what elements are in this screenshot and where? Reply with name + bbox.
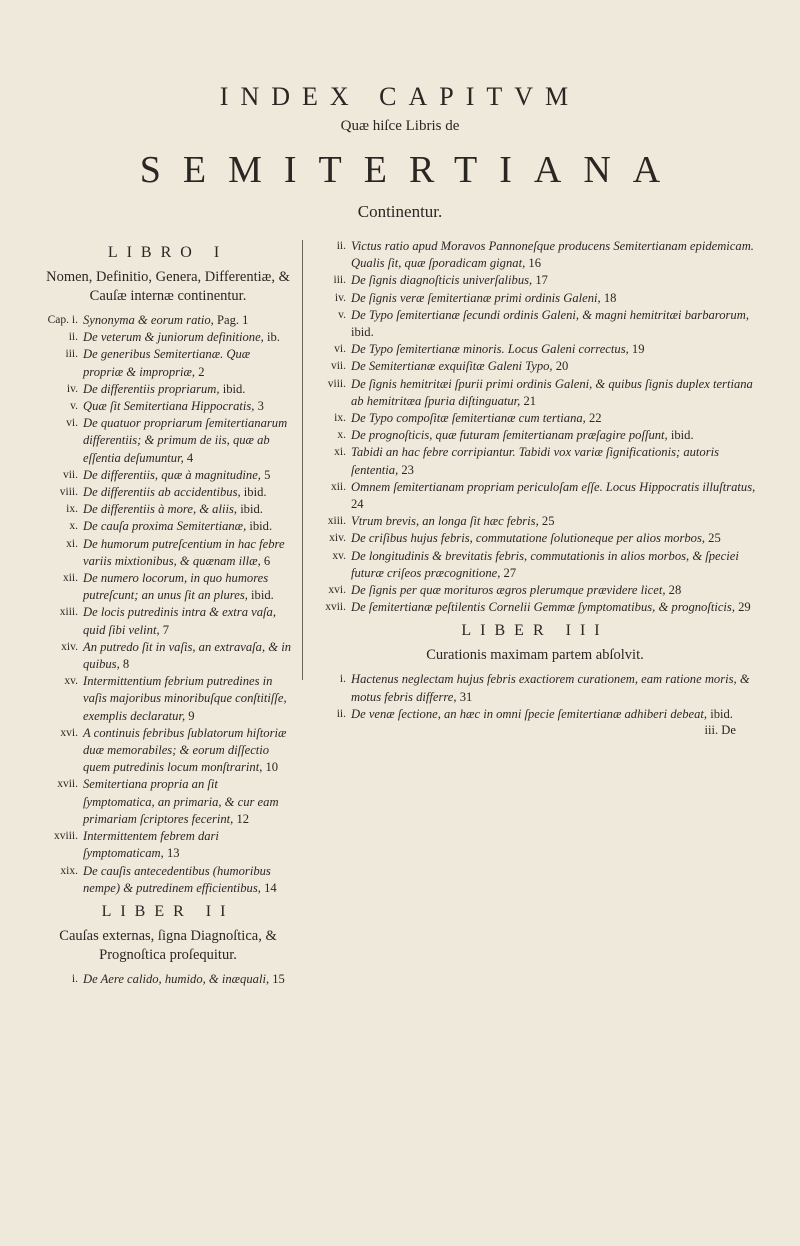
chapter-entry (312, 290, 758, 307)
page-reference: ib. (266, 330, 280, 345)
chapter-title (351, 341, 758, 358)
chapter-text: Omnem ſemitertianam propriam periculoſam eſſe. Locus Hippocratis illuſtratus, (351, 479, 756, 494)
chapter-text: De ſignis veræ ſemitertianæ primi ordinis Galeni, (351, 290, 601, 305)
chapter-number: vi. (66, 417, 78, 430)
chapter-title (83, 570, 292, 604)
chapter-title (83, 863, 292, 897)
chapter-text: Synonyma & eorum ratio, (83, 313, 214, 327)
chapter-entry (312, 530, 758, 547)
chapter-title (83, 484, 292, 501)
chapter-number: x. (337, 429, 346, 442)
chapter-text: De Typo compoſitæ ſemitertianæ cum tertiana, (351, 411, 586, 426)
chapter-text: Tabidi an hac febre corripiantur. Tabidi vox variæ ſignificationis; autoris ſententia, (351, 445, 720, 477)
chapter-number: ii. (336, 707, 346, 720)
chapter-entry (44, 346, 292, 380)
chapter-text: De veterum & juniorum definitione, (83, 330, 264, 345)
chapter-title (351, 427, 758, 444)
chapter-text: De criſibus hujus febris, commutatione ſolutioneque per alios morbos, (351, 531, 706, 546)
index-subtitle: Quæ hiſce Libris de (340, 118, 460, 134)
chapter-title (351, 530, 758, 547)
chapter-number: xiii. (327, 515, 346, 528)
chapter-title (83, 518, 292, 535)
chapter-title (83, 346, 292, 380)
chapter-entry (312, 376, 758, 410)
chapter-title (83, 673, 292, 725)
page-reference: 29 (738, 600, 751, 615)
chapter-title (351, 599, 758, 616)
chapter-number: v. (70, 400, 78, 413)
chapter-entry (44, 329, 292, 346)
chapter-text: De ſignis per quæ morituros ægros plerumque prævidere licet, (351, 583, 666, 598)
chapter-title (351, 444, 758, 478)
chapter-entry (312, 513, 758, 530)
chapter-entry (44, 863, 292, 897)
page-reference: 9 (188, 708, 195, 723)
chapter-entry (312, 479, 758, 513)
chapter-text: De differentiis propriarum, (83, 381, 220, 396)
chapter-number: Cap. i. (47, 314, 78, 326)
chapter-title (83, 776, 292, 828)
left-column (44, 238, 292, 988)
chapter-number: vii. (62, 468, 78, 481)
chapter-text: Quæ ſit Semitertiana Hippocratis, (83, 399, 255, 414)
chapter-number: xii. (330, 480, 346, 493)
chapter-text: De ſemitertianæ peſtilentis Cornelii Gemmæ ſymptomatibus, & prognoſticis, (351, 600, 735, 615)
chapter-text: De ſignis hemitritæi ſpurii primi ordinis Galeni, & quibus ſignis duplex tertiana ab hemitritæa ſpuria diſtinguatur, (351, 376, 753, 408)
page-reference: 15 (272, 971, 285, 986)
chapter-entry (44, 604, 292, 638)
chapter-entry (312, 548, 758, 582)
chapter-number: i. (71, 972, 78, 985)
chapter-text: De differentiis, quæ à magnitudine, (83, 467, 261, 482)
catchword: iii. De (704, 723, 736, 738)
page-reference: 31 (459, 689, 473, 704)
page-reference: ibid. (351, 325, 374, 340)
chapter-text: De venæ ſectione, an hæc in omni ſpecie ſemitertianæ adhiberi debeat, (351, 706, 708, 721)
chapter-title (83, 828, 292, 862)
chapter-title (351, 582, 758, 599)
index-continuation: Continentur. (357, 202, 443, 221)
chapter-entry (44, 501, 292, 518)
chapter-text: Hactenus neglectam hujus febris exactiorem curationem, eam ratione moris, & motus febris differre, (351, 672, 750, 704)
page-reference: 10 (265, 760, 279, 775)
chapter-number: vii. (330, 360, 346, 373)
index-title: INDEX CAPITVM (219, 82, 581, 111)
chapter-number: ii. (68, 331, 78, 344)
chapter-entry (44, 536, 292, 570)
chapter-number: xvii. (57, 778, 78, 791)
page-reference: 16 (528, 256, 541, 271)
chapter-number: xvii. (325, 601, 346, 614)
chapter-number: viii. (327, 377, 346, 390)
chapter-text: De differentiis à more, & aliis, (83, 502, 238, 517)
chapter-entry (44, 312, 292, 329)
chapter-number: xvi. (60, 726, 78, 739)
book-title: LIBER II (101, 902, 235, 920)
chapter-title (83, 381, 292, 398)
chapter-title (83, 415, 292, 467)
page-reference: 20 (555, 359, 569, 374)
chapter-number: xviii. (54, 830, 78, 843)
page-reference: 13 (166, 846, 180, 861)
right-column (312, 238, 758, 738)
chapter-entry (44, 398, 292, 415)
chapter-title (351, 376, 758, 410)
chapter-entry (44, 415, 292, 467)
chapter-entry (44, 971, 292, 988)
chapter-number: xiii. (59, 606, 78, 619)
page-reference: 25 (541, 514, 555, 529)
chapter-text: De Semitertianæ exquiſitæ Galeni Typo, (351, 359, 553, 374)
chapter-title (351, 290, 758, 307)
chapter-entry (312, 706, 758, 723)
page-reference: 19 (631, 342, 645, 357)
page-reference: 24 (351, 497, 364, 512)
chapter-entry (44, 381, 292, 398)
chapter-text: De quatuor propriarum ſemitertianarum differentiis; & primum de iis, quæ ab eſſentia deſumuntur, (83, 416, 288, 465)
page-reference: 3 (257, 399, 264, 414)
chapter-text: De cauſa proxima Semitertianæ, (83, 519, 247, 534)
chapter-text: Semitertiana propria an ſit ſymptomatica, an primaria, & cur eam primariam ſcriptores fecerint, (83, 777, 279, 826)
chapter-text: De humorum putreſcentium in hac febre variis mixtionibus, & quænam illæ, (83, 536, 285, 568)
chapter-number: xix. (60, 864, 78, 877)
page-reference: ibid. (670, 428, 694, 443)
page-reference: ibid. (710, 706, 733, 721)
chapter-number: xv. (64, 675, 78, 688)
chapter-title (351, 358, 758, 375)
chapter-text: De generibus Semitertianæ. Quæ propriæ & impropriæ, (83, 347, 251, 379)
page-reference: 18 (603, 290, 617, 305)
chapter-title (83, 536, 292, 570)
chapter-text: De longitudinis & brevitatis febris, commutationis in alios morbos, & ſpeciei futuræ criſeos præcognitione, (351, 548, 739, 580)
chapter-number: xi. (334, 446, 346, 459)
chapter-text: An putredo ſit in vaſis, an extravaſa, & in quibus, (83, 639, 292, 672)
chapter-entry (312, 427, 758, 444)
chapter-text: De Aere calido, humido, & inæquali, (83, 971, 270, 986)
chapter-entry (312, 444, 758, 478)
book-description: Cauſas externas, ſigna Diagnoſtica, & Prognoſtica proſequitur. (59, 927, 277, 963)
chapter-title (83, 501, 292, 518)
book-description: Curationis maximam partem abſolvit. (426, 647, 644, 664)
chapter-title (351, 706, 758, 723)
chapter-entry (44, 467, 292, 484)
chapter-entry (44, 776, 292, 828)
chapter-title (83, 312, 292, 329)
chapter-text: De ſignis diagnoſticis univerſalibus, (351, 273, 533, 288)
chapter-entry (312, 341, 758, 358)
chapter-title (83, 467, 292, 484)
chapter-number: vi. (334, 343, 346, 356)
chapter-number: xii. (62, 572, 78, 585)
page-reference: 2 (198, 364, 205, 379)
page-reference: ibid. (249, 519, 273, 534)
chapter-title (83, 604, 292, 638)
chapter-entry (312, 671, 758, 705)
chapter-text: Victus ratio apud Moravos Pannoneſque producens Semitertianam epidemicam. Qualis ſit, quæ ſporadicam gignat, (351, 239, 754, 271)
work-title: SEMITERTIANA (139, 149, 683, 191)
page-reference: 5 (264, 467, 271, 482)
page-reference: ibid. (243, 485, 267, 500)
page-reference: 27 (503, 565, 517, 580)
chapter-number: iv. (334, 291, 346, 304)
chapter-title (351, 410, 758, 427)
page-reference: 22 (588, 411, 602, 426)
chapter-title (83, 329, 292, 346)
chapter-text: De cauſis antecedentibus (humoribus nempe) & putredinem efficientibus, (83, 863, 271, 895)
page-reference: 17 (535, 273, 548, 288)
page-reference: ibid. (222, 381, 246, 396)
chapter-title (351, 238, 758, 272)
page-reference: ibid. (240, 502, 263, 517)
chapter-text: De Typo ſemitertianæ ſecundi ordinis Galeni, & magni hemitritæi barbarorum, (351, 307, 749, 322)
chapter-entry (44, 518, 292, 535)
chapter-entry (312, 599, 758, 616)
page-reference: 8 (122, 657, 130, 672)
chapter-number: ix. (334, 412, 346, 425)
chapter-entry (312, 272, 758, 289)
book-title: LIBER III (461, 622, 609, 640)
chapter-number: i. (339, 673, 346, 686)
chapter-number: viii. (59, 486, 78, 499)
chapter-entry (312, 410, 758, 427)
chapter-entry (44, 673, 292, 725)
chapter-number: xvi. (328, 584, 346, 597)
chapter-entry (44, 725, 292, 777)
chapter-number: xiv. (329, 532, 346, 545)
chapter-text: Intermittentium febrium putredines in vaſis majoribus minoribuſque conſtitiſſe, exemplis declaratur, (83, 674, 287, 723)
page-reference: Pag. 1 (216, 313, 249, 327)
chapter-title (83, 639, 292, 673)
chapter-title (351, 272, 758, 289)
page-reference: 12 (236, 811, 250, 826)
chapter-entry (312, 358, 758, 375)
chapter-number: iii. (333, 274, 346, 287)
chapter-title (351, 479, 758, 513)
chapter-number: xi. (66, 537, 78, 550)
page-reference: 23 (401, 462, 414, 477)
chapter-entry (312, 582, 758, 599)
chapter-number: v. (338, 308, 346, 321)
chapter-number: x. (69, 520, 78, 533)
chapter-title (83, 971, 292, 988)
chapter-title (351, 513, 758, 530)
chapter-entry (44, 828, 292, 862)
chapter-text: De differentiis ab accidentibus, (83, 485, 241, 500)
chapter-text: Intermittentem febrem dari ſymptomaticam, (83, 829, 219, 861)
chapter-number: ii. (336, 240, 346, 252)
book-title: LIBRO I (107, 244, 229, 261)
chapter-number: xv. (332, 549, 346, 562)
chapter-title (351, 671, 758, 705)
page-reference: 28 (668, 583, 682, 598)
page-reference: 21 (523, 393, 537, 408)
page-reference: 6 (263, 553, 271, 568)
chapter-text: De locis putredinis intra & extra vaſa, quid ſibi velint, (83, 605, 276, 637)
page-reference: 4 (186, 450, 194, 465)
chapter-number: iii. (65, 348, 78, 361)
page-reference: 25 (708, 531, 721, 546)
column-divider (302, 240, 303, 680)
chapter-text: De prognoſticis, quæ futuram ſemitertianam præſagire poſſunt, (351, 428, 668, 443)
chapter-title (351, 307, 758, 341)
chapter-title (83, 725, 292, 777)
page-reference: 14 (264, 880, 277, 895)
chapter-text: Vtrum brevis, an longa ſit hæc febris, (351, 514, 539, 529)
page-reference: ibid. (251, 588, 274, 603)
chapter-number: iv. (66, 382, 78, 395)
chapter-entry (44, 570, 292, 604)
chapter-title (351, 548, 758, 582)
chapter-title (83, 398, 292, 415)
chapter-text: A continuis febribus ſublatorum hiſtoriæ duæ memorabiles; & eorum diſſectio quem putredinis locum monſtrarint, (83, 725, 287, 775)
book-description: Nomen, Definitio, Genera, Differentiæ, & Cauſæ internæ continentur. (46, 269, 290, 304)
chapter-number: xiv. (61, 640, 78, 653)
chapter-entry (312, 238, 758, 272)
chapter-text: De Typo ſemitertianæ minoris. Locus Galeni correctus, (351, 342, 629, 357)
chapter-number: ix. (66, 503, 78, 516)
page-reference: 7 (162, 622, 170, 637)
chapter-entry (312, 307, 758, 341)
chapter-text: De numero locorum, in quo humores putreſcunt; an unus ſit an plures, (83, 571, 269, 603)
chapter-entry (44, 484, 292, 501)
chapter-entry (44, 639, 292, 673)
